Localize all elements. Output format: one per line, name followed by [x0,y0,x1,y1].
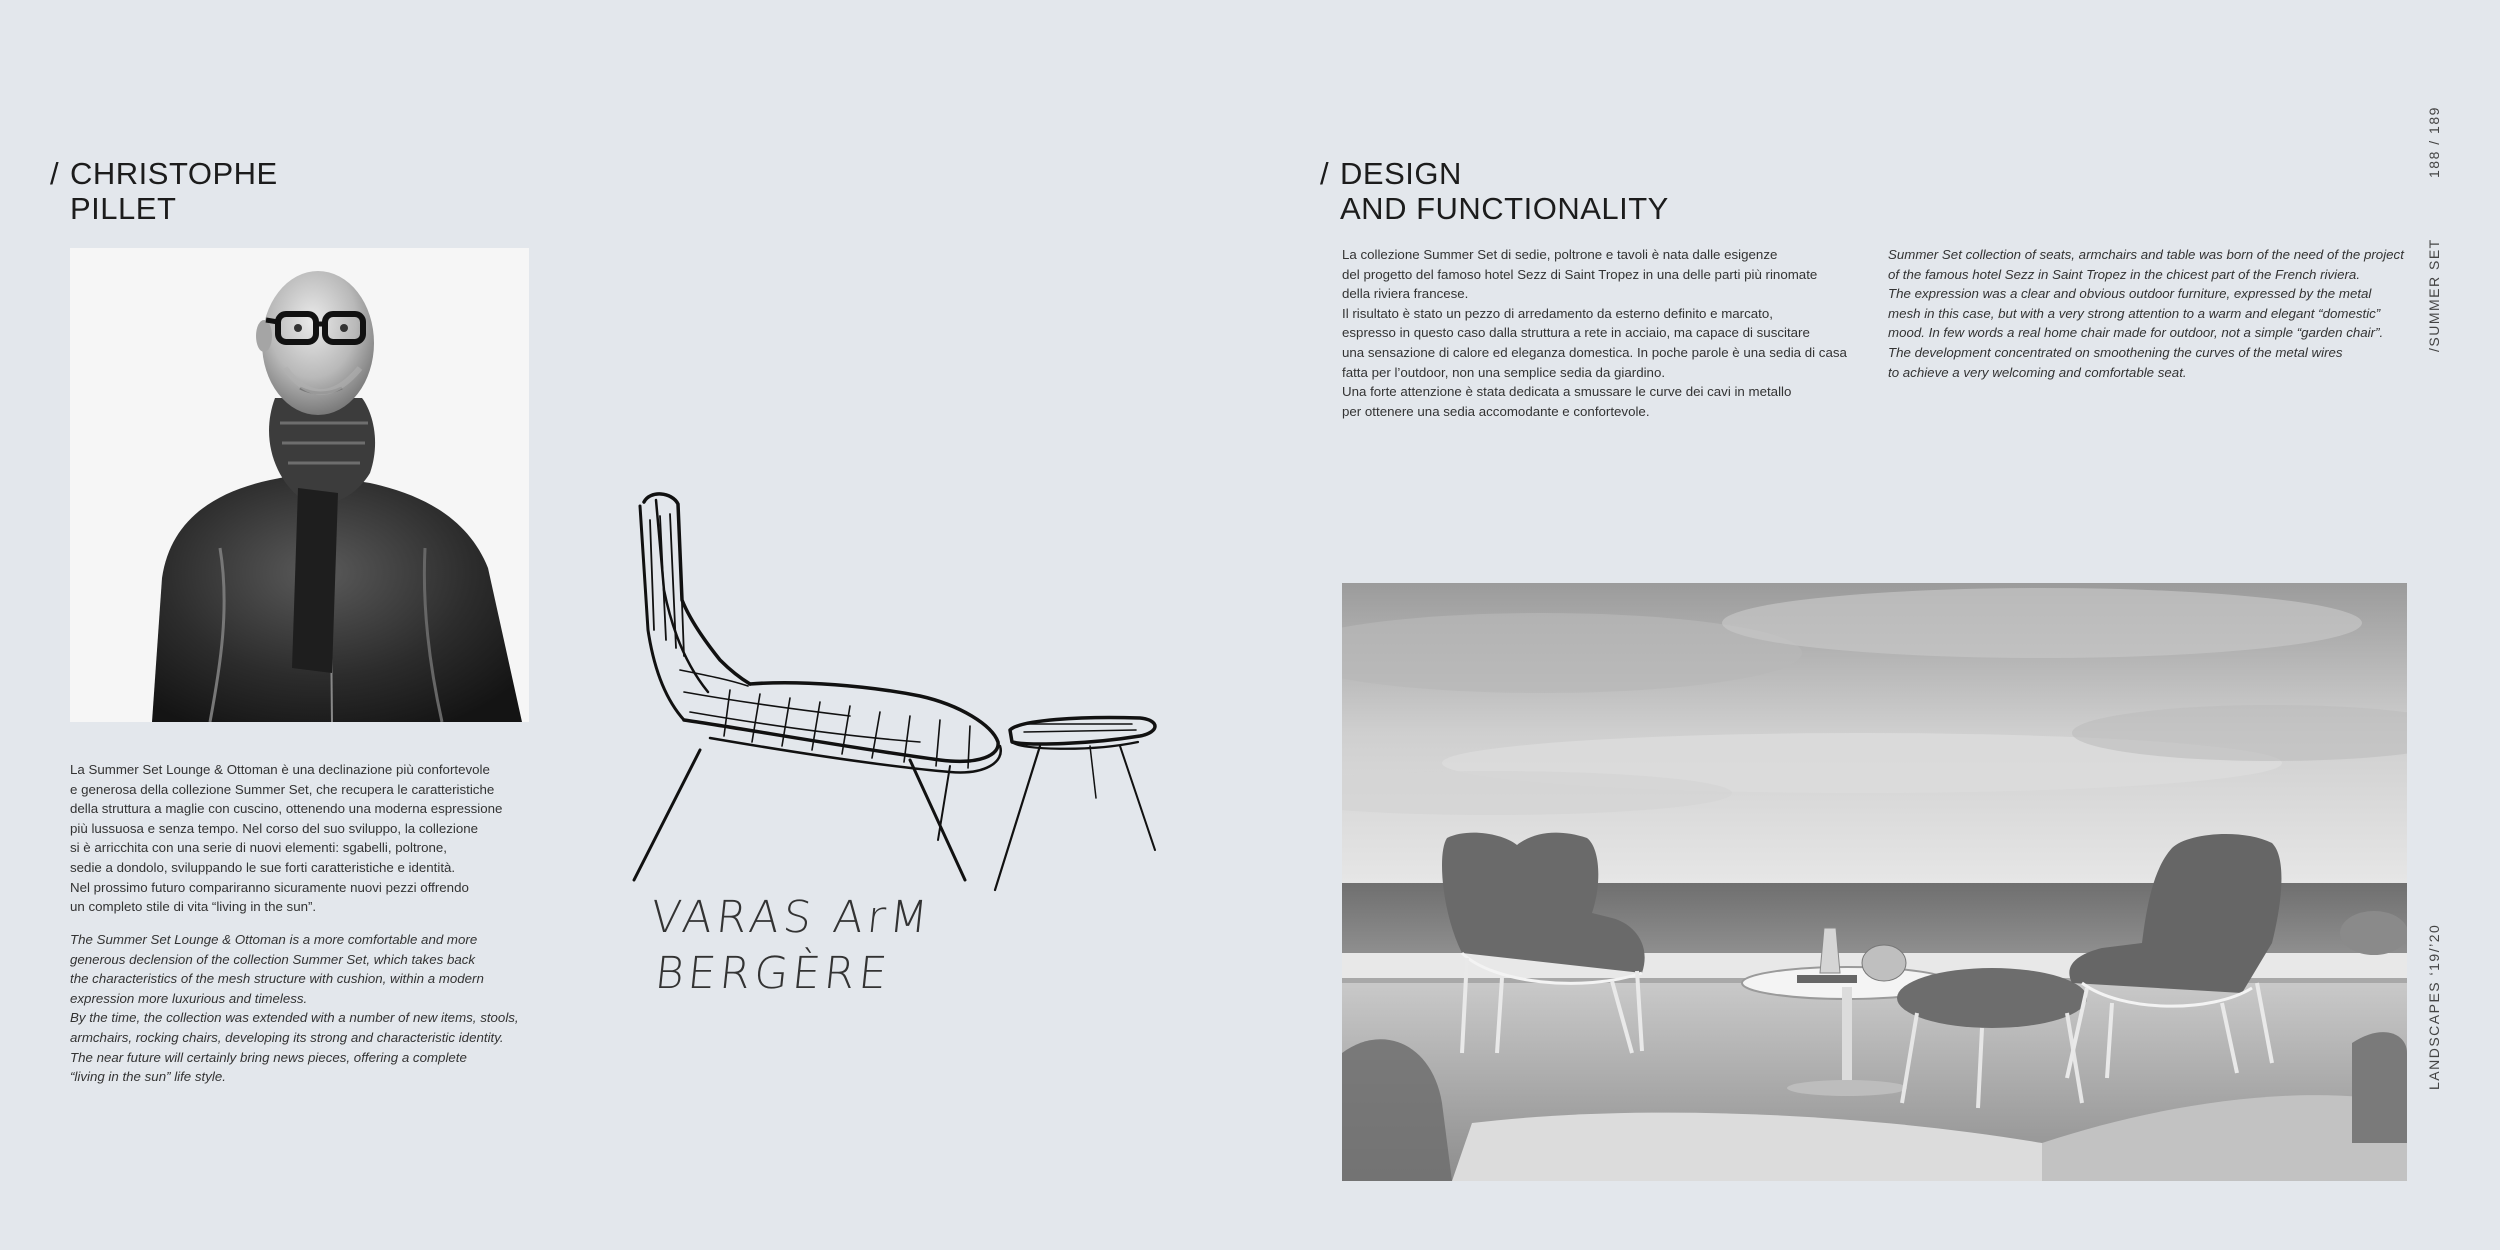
right-paragraph-english: Summer Set collection of seats, armchairs and table was born of the need of the project of the famous hotel Sezz in Saint Tropez in the chicest part of the French riviera. The expression was a clear and obvious outdoor furniture, expressed by the metal mesh in this case, but with a very strong attention to a warm and elegant “domestic” mood. In few words a real home chair made for outdoor, not a simple “garden chair”. The development concentrated on smoothening the curves of the metal wires to achieve a very welcoming and comfortable seat. [1888,247,2404,380]
right-heading [1320,156,1669,226]
portrait-photo [70,248,529,722]
page-numbers: 188 / 189 [2426,106,2442,178]
heading-line-2: PILLET [70,191,177,226]
portrait-illustration [70,248,529,722]
right-paragraph-italian: La collezione Summer Set di sedie, poltrone e tavoli è nata dalle esigenze del progetto del famoso hotel Sezz di Saint Tropez in una delle parti più rinomate della riviera francese. Il risultato è stato un pezzo di arredamento da esterno definito e marcato, espresso in questo caso dalla struttura a rete in acciaio, ma capace di suscitare una sensazione di calore ed eleganza domestica. In poche parole è una sedia di casa fatta per l’outdoor, non una semplice sedia da giardino. Una forte attenzione è stata dedicata a smussare le curve dei cavi in metallo per ottenere una sedia accomodante e confortevole. [1342,247,1847,419]
left-paragraph-italian: La Summer Set Lounge & Ottoman è una declinazione più confortevole e generosa della collezione Summer Set, che recupera le caratteristiche della struttura a maglie con cuscino, ottenendo una moderna espressione più lussuosa e senza tempo. Nel corso del suo sviluppo, la collezione si è arricchita con una serie di nuovi elementi: sgabelli, poltrone, sedie a dondolo, sviluppando le sue forti caratteristiche e identità. Nel prossimo futuro compariranno sicuramente nuovi pezzi offrendo un completo stile di vita “living in the sun”. [70,762,503,915]
chair-sketch [620,480,1180,1040]
section-label: /SUMMER SET [2426,238,2442,352]
left-paragraph-english: The Summer Set Lounge & Ottoman is a more comfortable and more generous declension of the collection Summer Set, which takes back the characteristics of the mesh structure with cushion, within a modern expression more luxurious and timeless. By the time, the collection was extended with a number of new items, stools, armchairs, rocking chairs, developing its strong and characteristic identity. The near future will certainly bring news pieces, offering a complete “living in the sun” life style. [70,932,519,1085]
terrace-photo [1342,583,2407,1181]
sketch-caption-line-1: VARAS ArM [648,892,935,943]
heading-line-1: DESIGN [1340,156,1462,191]
left-heading [50,156,278,226]
sketch-caption [642,890,934,1002]
edition-label: LANDSCAPES ‘19/’20 [2426,923,2442,1090]
heading-line-2: AND FUNCTIONALITY [1340,191,1669,226]
sketch-caption-line-2: BERGÈRE [652,948,894,999]
heading-slash: / [50,156,60,191]
lounge-chair-ottoman-sketch [620,480,1180,900]
terrace-scene [1342,583,2407,1181]
heading-slash: / [1320,156,1330,191]
heading-line-1: CHRISTOPHE [70,156,278,191]
